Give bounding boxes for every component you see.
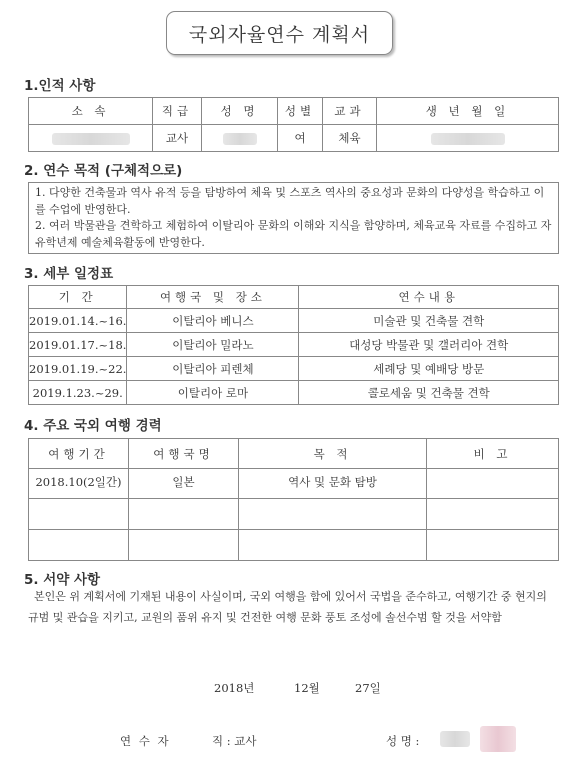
travel-note [427, 530, 559, 561]
schedule-period: 2019.01.14.~16. [29, 309, 127, 333]
schedule-table [28, 285, 559, 405]
travel-country: 일본 [129, 469, 239, 499]
date-month: 12월 [294, 681, 320, 695]
schedule-period: 2019.01.19.~22. [29, 357, 127, 381]
header-birthdate: 생 년 월 일 [377, 98, 559, 125]
document-title: 국외자율연수 계획서 [166, 11, 393, 55]
applicant-rank: 직 : 교사 [212, 734, 257, 748]
redacted-signature-name [440, 731, 470, 747]
personal-info-table [28, 97, 559, 152]
redacted-birthdate [431, 133, 505, 145]
section-4-heading: 4. 주요 국외 여행 경력 [24, 418, 162, 434]
schedule-header-content: 연수내용 [299, 286, 559, 309]
schedule-header-place: 여행국 및 장소 [127, 286, 299, 309]
section-2-heading: 2. 연수 목적 (구체적으로) [24, 163, 183, 179]
schedule-place: 이탈리아 피렌체 [127, 357, 299, 381]
schedule-content: 대성당 박물관 및 갤러리아 견학 [299, 333, 559, 357]
table-row [29, 357, 559, 381]
table-row [29, 333, 559, 357]
applicant-label: 연 수 자 [120, 734, 171, 748]
travel-country [129, 499, 239, 530]
table-row [29, 309, 559, 333]
purpose-item: 1. 다양한 건축물과 역사 유적 등을 탐방하여 체육 및 스포츠 역사의 중요성과 문화의 다양성을 학습하고 이를 수업에 반영한다. [35, 186, 545, 216]
date-year: 2018년 [214, 681, 255, 695]
section-3-heading: 3. 세부 일정표 [24, 266, 114, 282]
travel-header-period: 여행기간 [29, 439, 129, 469]
travel-header-purpose: 목 적 [239, 439, 427, 469]
section-5-heading: 5. 서약 사항 [24, 572, 101, 588]
travel-period [29, 499, 129, 530]
birthdate-cell [377, 125, 559, 152]
table-row [29, 499, 559, 530]
travel-history-table [28, 438, 559, 561]
redacted-seal-stamp [480, 726, 516, 752]
redacted-affiliation [52, 133, 130, 145]
travel-header-country: 여행국명 [129, 439, 239, 469]
oath-text: 본인은 위 계획서에 기재된 내용이 사실이며, 국외 여행을 함에 있어서 국법을 준수하고, 여행기간 중 현지의 규범 및 관습을 지키고, 교원의 품위 유지 및 건전한 여행 문화 풍토 조성에 솔선수범 할 것을 서약함 [28, 590, 547, 624]
redacted-name [223, 133, 257, 145]
header-subject: 교과 [323, 98, 377, 125]
header-name: 성 명 [202, 98, 278, 125]
header-rank: 직급 [153, 98, 202, 125]
subject-cell: 체육 [323, 125, 377, 152]
affiliation-cell [29, 125, 153, 152]
name-cell [202, 125, 278, 152]
travel-purpose: 역사 및 문화 탐방 [239, 469, 427, 499]
travel-period: 2018.10(2일간) [29, 469, 129, 499]
schedule-content: 미술관 및 건축물 견학 [299, 309, 559, 333]
rank-cell: 교사 [153, 125, 202, 152]
travel-note [427, 469, 559, 499]
table-row [29, 381, 559, 405]
purpose-box [28, 182, 559, 254]
travel-country [129, 530, 239, 561]
schedule-place: 이탈리아 로마 [127, 381, 299, 405]
section-1-heading: 1.인적 사항 [24, 78, 96, 94]
schedule-place: 이탈리아 밀라노 [127, 333, 299, 357]
header-affiliation: 소 속 [29, 98, 153, 125]
travel-purpose [239, 499, 427, 530]
schedule-period: 2019.01.17.~18. [29, 333, 127, 357]
schedule-place: 이탈리아 베니스 [127, 309, 299, 333]
signature-name-label: 성 명 : [386, 734, 420, 748]
schedule-content: 세례당 및 예배당 방문 [299, 357, 559, 381]
travel-header-note: 비 고 [427, 439, 559, 469]
date-day: 27일 [355, 681, 381, 695]
schedule-period: 2019.1.23.~29. [29, 381, 127, 405]
travel-period [29, 530, 129, 561]
travel-note [427, 499, 559, 530]
travel-purpose [239, 530, 427, 561]
table-row [29, 530, 559, 561]
gender-cell: 여 [278, 125, 323, 152]
header-gender: 성별 [278, 98, 323, 125]
table-row [29, 469, 559, 499]
schedule-content: 콜로세움 및 건축물 견학 [299, 381, 559, 405]
purpose-item: 2. 여러 박물관을 견학하고 체험하여 이탈리아 문화의 이해와 지식을 함양하며, 체육교육 자료를 수집하고 자유학년제 예술체육활동에 반영한다. [35, 219, 552, 249]
schedule-header-period: 기 간 [29, 286, 127, 309]
